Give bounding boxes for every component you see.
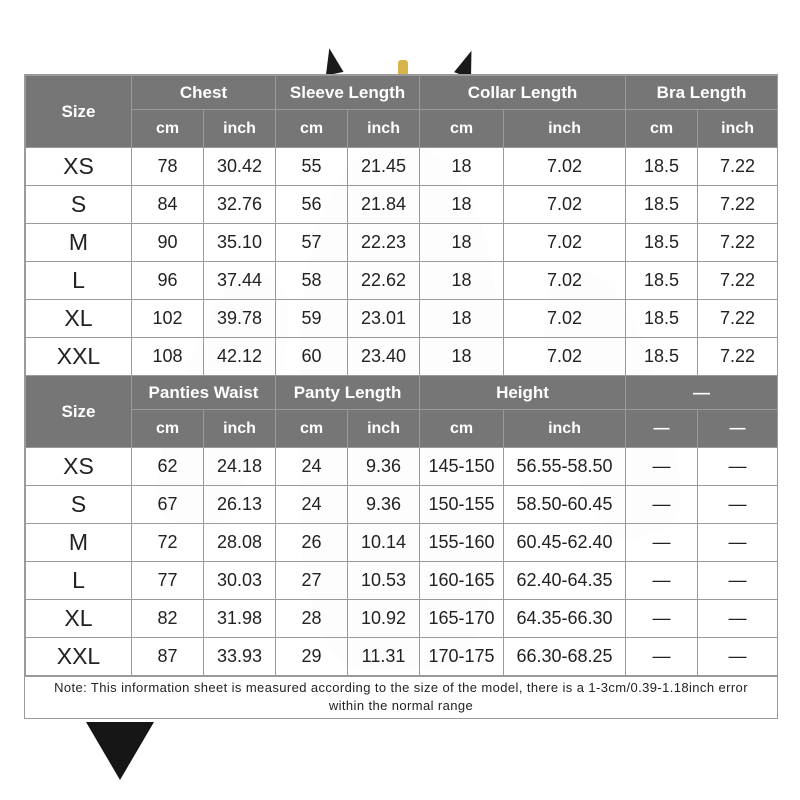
size-label: XS: [26, 148, 132, 186]
unit-header: inch: [348, 110, 420, 148]
table-cell: 56.55-58.50: [504, 448, 626, 486]
unit-header: cm: [276, 110, 348, 148]
table-cell: 62.40-64.35: [504, 562, 626, 600]
table-cell: 84: [132, 186, 204, 224]
table-cell: 60: [276, 338, 348, 376]
table-cell: 58.50-60.45: [504, 486, 626, 524]
table-cell: 7.22: [698, 224, 778, 262]
group-header-panty-length: Panty Length: [276, 376, 420, 410]
size-label: M: [26, 524, 132, 562]
table-cell: 28: [276, 600, 348, 638]
table2-unit-header-row: [26, 410, 778, 448]
size-column-header: Size: [26, 76, 132, 148]
table-cell: 21.45: [348, 148, 420, 186]
size-label: M: [26, 224, 132, 262]
table-cell: —: [698, 600, 778, 638]
table-row: [26, 338, 778, 376]
table-cell: 18.5: [626, 300, 698, 338]
table-cell: 108: [132, 338, 204, 376]
table-cell: 55: [276, 148, 348, 186]
table-cell: 7.02: [504, 224, 626, 262]
unit-header: cm: [420, 410, 504, 448]
group-header-height: Height: [420, 376, 626, 410]
unit-header: cm: [420, 110, 504, 148]
table-cell: 7.22: [698, 186, 778, 224]
table-cell: 7.02: [504, 338, 626, 376]
table-cell: 33.93: [204, 638, 276, 676]
table-row: [26, 448, 778, 486]
unit-header: inch: [698, 110, 778, 148]
table-cell: —: [626, 448, 698, 486]
table1-group-header-row: [26, 76, 778, 110]
table-cell: —: [698, 638, 778, 676]
group-header-chest: Chest: [132, 76, 276, 110]
table-cell: —: [626, 638, 698, 676]
table-cell: 24.18: [204, 448, 276, 486]
size-label: XL: [26, 600, 132, 638]
table-cell: —: [698, 562, 778, 600]
table-cell: 18.5: [626, 186, 698, 224]
table-cell: 30.42: [204, 148, 276, 186]
table-cell: 24: [276, 448, 348, 486]
table-cell: 18.5: [626, 224, 698, 262]
size-label: S: [26, 186, 132, 224]
size-label: S: [26, 486, 132, 524]
unit-header: cm: [132, 410, 204, 448]
table-cell: 7.02: [504, 186, 626, 224]
table-cell: 7.02: [504, 148, 626, 186]
table-cell: —: [626, 600, 698, 638]
group-header-collar-length: Collar Length: [420, 76, 626, 110]
table-cell: 7.02: [504, 262, 626, 300]
table-cell: —: [698, 524, 778, 562]
size-label: L: [26, 262, 132, 300]
table-cell: 60.45-62.40: [504, 524, 626, 562]
unit-header: —: [698, 410, 778, 448]
table-cell: 90: [132, 224, 204, 262]
group-header-panties-waist: Panties Waist: [132, 376, 276, 410]
table-cell: 62: [132, 448, 204, 486]
table1-unit-header-row: [26, 110, 778, 148]
table-cell: 23.01: [348, 300, 420, 338]
table-cell: —: [626, 524, 698, 562]
table2-group-header-row: [26, 376, 778, 410]
table-cell: 78: [132, 148, 204, 186]
table-row: [26, 262, 778, 300]
unit-header: inch: [348, 410, 420, 448]
table-cell: 96: [132, 262, 204, 300]
unit-header: cm: [132, 110, 204, 148]
size-label: XXL: [26, 338, 132, 376]
table-cell: 7.22: [698, 338, 778, 376]
table-row: [26, 638, 778, 676]
table-cell: 18: [420, 186, 504, 224]
table-cell: 18.5: [626, 148, 698, 186]
size-chart-table: [25, 75, 778, 676]
size-label: XL: [26, 300, 132, 338]
table-row: [26, 600, 778, 638]
size-chart-sheet: [24, 74, 778, 719]
table-cell: 7.22: [698, 262, 778, 300]
table-cell: 7.22: [698, 148, 778, 186]
table-cell: 21.84: [348, 186, 420, 224]
table-cell: 10.92: [348, 600, 420, 638]
table-cell: 18: [420, 148, 504, 186]
table-cell: 82: [132, 600, 204, 638]
table-cell: 22.62: [348, 262, 420, 300]
table-cell: 165-170: [420, 600, 504, 638]
table-cell: 29: [276, 638, 348, 676]
size-label: L: [26, 562, 132, 600]
table-cell: —: [626, 562, 698, 600]
table-cell: 10.53: [348, 562, 420, 600]
table-cell: 11.31: [348, 638, 420, 676]
table-cell: 66.30-68.25: [504, 638, 626, 676]
group-header-bra-length: Bra Length: [626, 76, 778, 110]
table-cell: 22.23: [348, 224, 420, 262]
table-cell: 18: [420, 300, 504, 338]
unit-header: cm: [276, 410, 348, 448]
table-cell: 18.5: [626, 338, 698, 376]
table-cell: 9.36: [348, 486, 420, 524]
measurement-note: Note: This information sheet is measured according to the size of the model, there is a 1-3cm/0.39-1.18inch error within the normal range: [25, 676, 777, 718]
table-cell: 23.40: [348, 338, 420, 376]
table-cell: 67: [132, 486, 204, 524]
table-cell: 27: [276, 562, 348, 600]
table-cell: 160-165: [420, 562, 504, 600]
unit-header: inch: [204, 410, 276, 448]
table-cell: 24: [276, 486, 348, 524]
table-cell: 56: [276, 186, 348, 224]
table-row: [26, 562, 778, 600]
table-cell: 32.76: [204, 186, 276, 224]
table-row: [26, 486, 778, 524]
size-label: XXL: [26, 638, 132, 676]
group-header-empty: —: [626, 376, 778, 410]
horn-left-decoration: [320, 46, 343, 75]
size-column-header: Size: [26, 376, 132, 448]
table-cell: 18: [420, 338, 504, 376]
table-cell: 31.98: [204, 600, 276, 638]
table-row: [26, 148, 778, 186]
unit-header: inch: [204, 110, 276, 148]
table-cell: 9.36: [348, 448, 420, 486]
group-header-sleeve-length: Sleeve Length: [276, 76, 420, 110]
table-cell: 37.44: [204, 262, 276, 300]
table-cell: 155-160: [420, 524, 504, 562]
table-cell: 26.13: [204, 486, 276, 524]
table-cell: 7.02: [504, 300, 626, 338]
table-cell: 57: [276, 224, 348, 262]
table-cell: 72: [132, 524, 204, 562]
table-cell: 77: [132, 562, 204, 600]
size-label: XS: [26, 448, 132, 486]
table-cell: 35.10: [204, 224, 276, 262]
unit-header: cm: [626, 110, 698, 148]
unit-header: inch: [504, 410, 626, 448]
table-cell: 30.03: [204, 562, 276, 600]
table-cell: 18.5: [626, 262, 698, 300]
table-cell: 170-175: [420, 638, 504, 676]
table-cell: —: [698, 448, 778, 486]
table-cell: 42.12: [204, 338, 276, 376]
table-cell: 7.22: [698, 300, 778, 338]
table-cell: 102: [132, 300, 204, 338]
table-cell: —: [698, 486, 778, 524]
table-cell: 28.08: [204, 524, 276, 562]
table-cell: 10.14: [348, 524, 420, 562]
table-cell: 150-155: [420, 486, 504, 524]
table-cell: 58: [276, 262, 348, 300]
table-row: [26, 224, 778, 262]
table-cell: 18: [420, 224, 504, 262]
table-row: [26, 186, 778, 224]
tail-decoration: [86, 722, 154, 780]
table-row: [26, 524, 778, 562]
unit-header: inch: [504, 110, 626, 148]
table-cell: 145-150: [420, 448, 504, 486]
table-cell: 87: [132, 638, 204, 676]
table-cell: 18: [420, 262, 504, 300]
table-cell: 39.78: [204, 300, 276, 338]
table-cell: 64.35-66.30: [504, 600, 626, 638]
table-cell: 26: [276, 524, 348, 562]
table-cell: 59: [276, 300, 348, 338]
unit-header: —: [626, 410, 698, 448]
table-cell: —: [626, 486, 698, 524]
table-row: [26, 300, 778, 338]
